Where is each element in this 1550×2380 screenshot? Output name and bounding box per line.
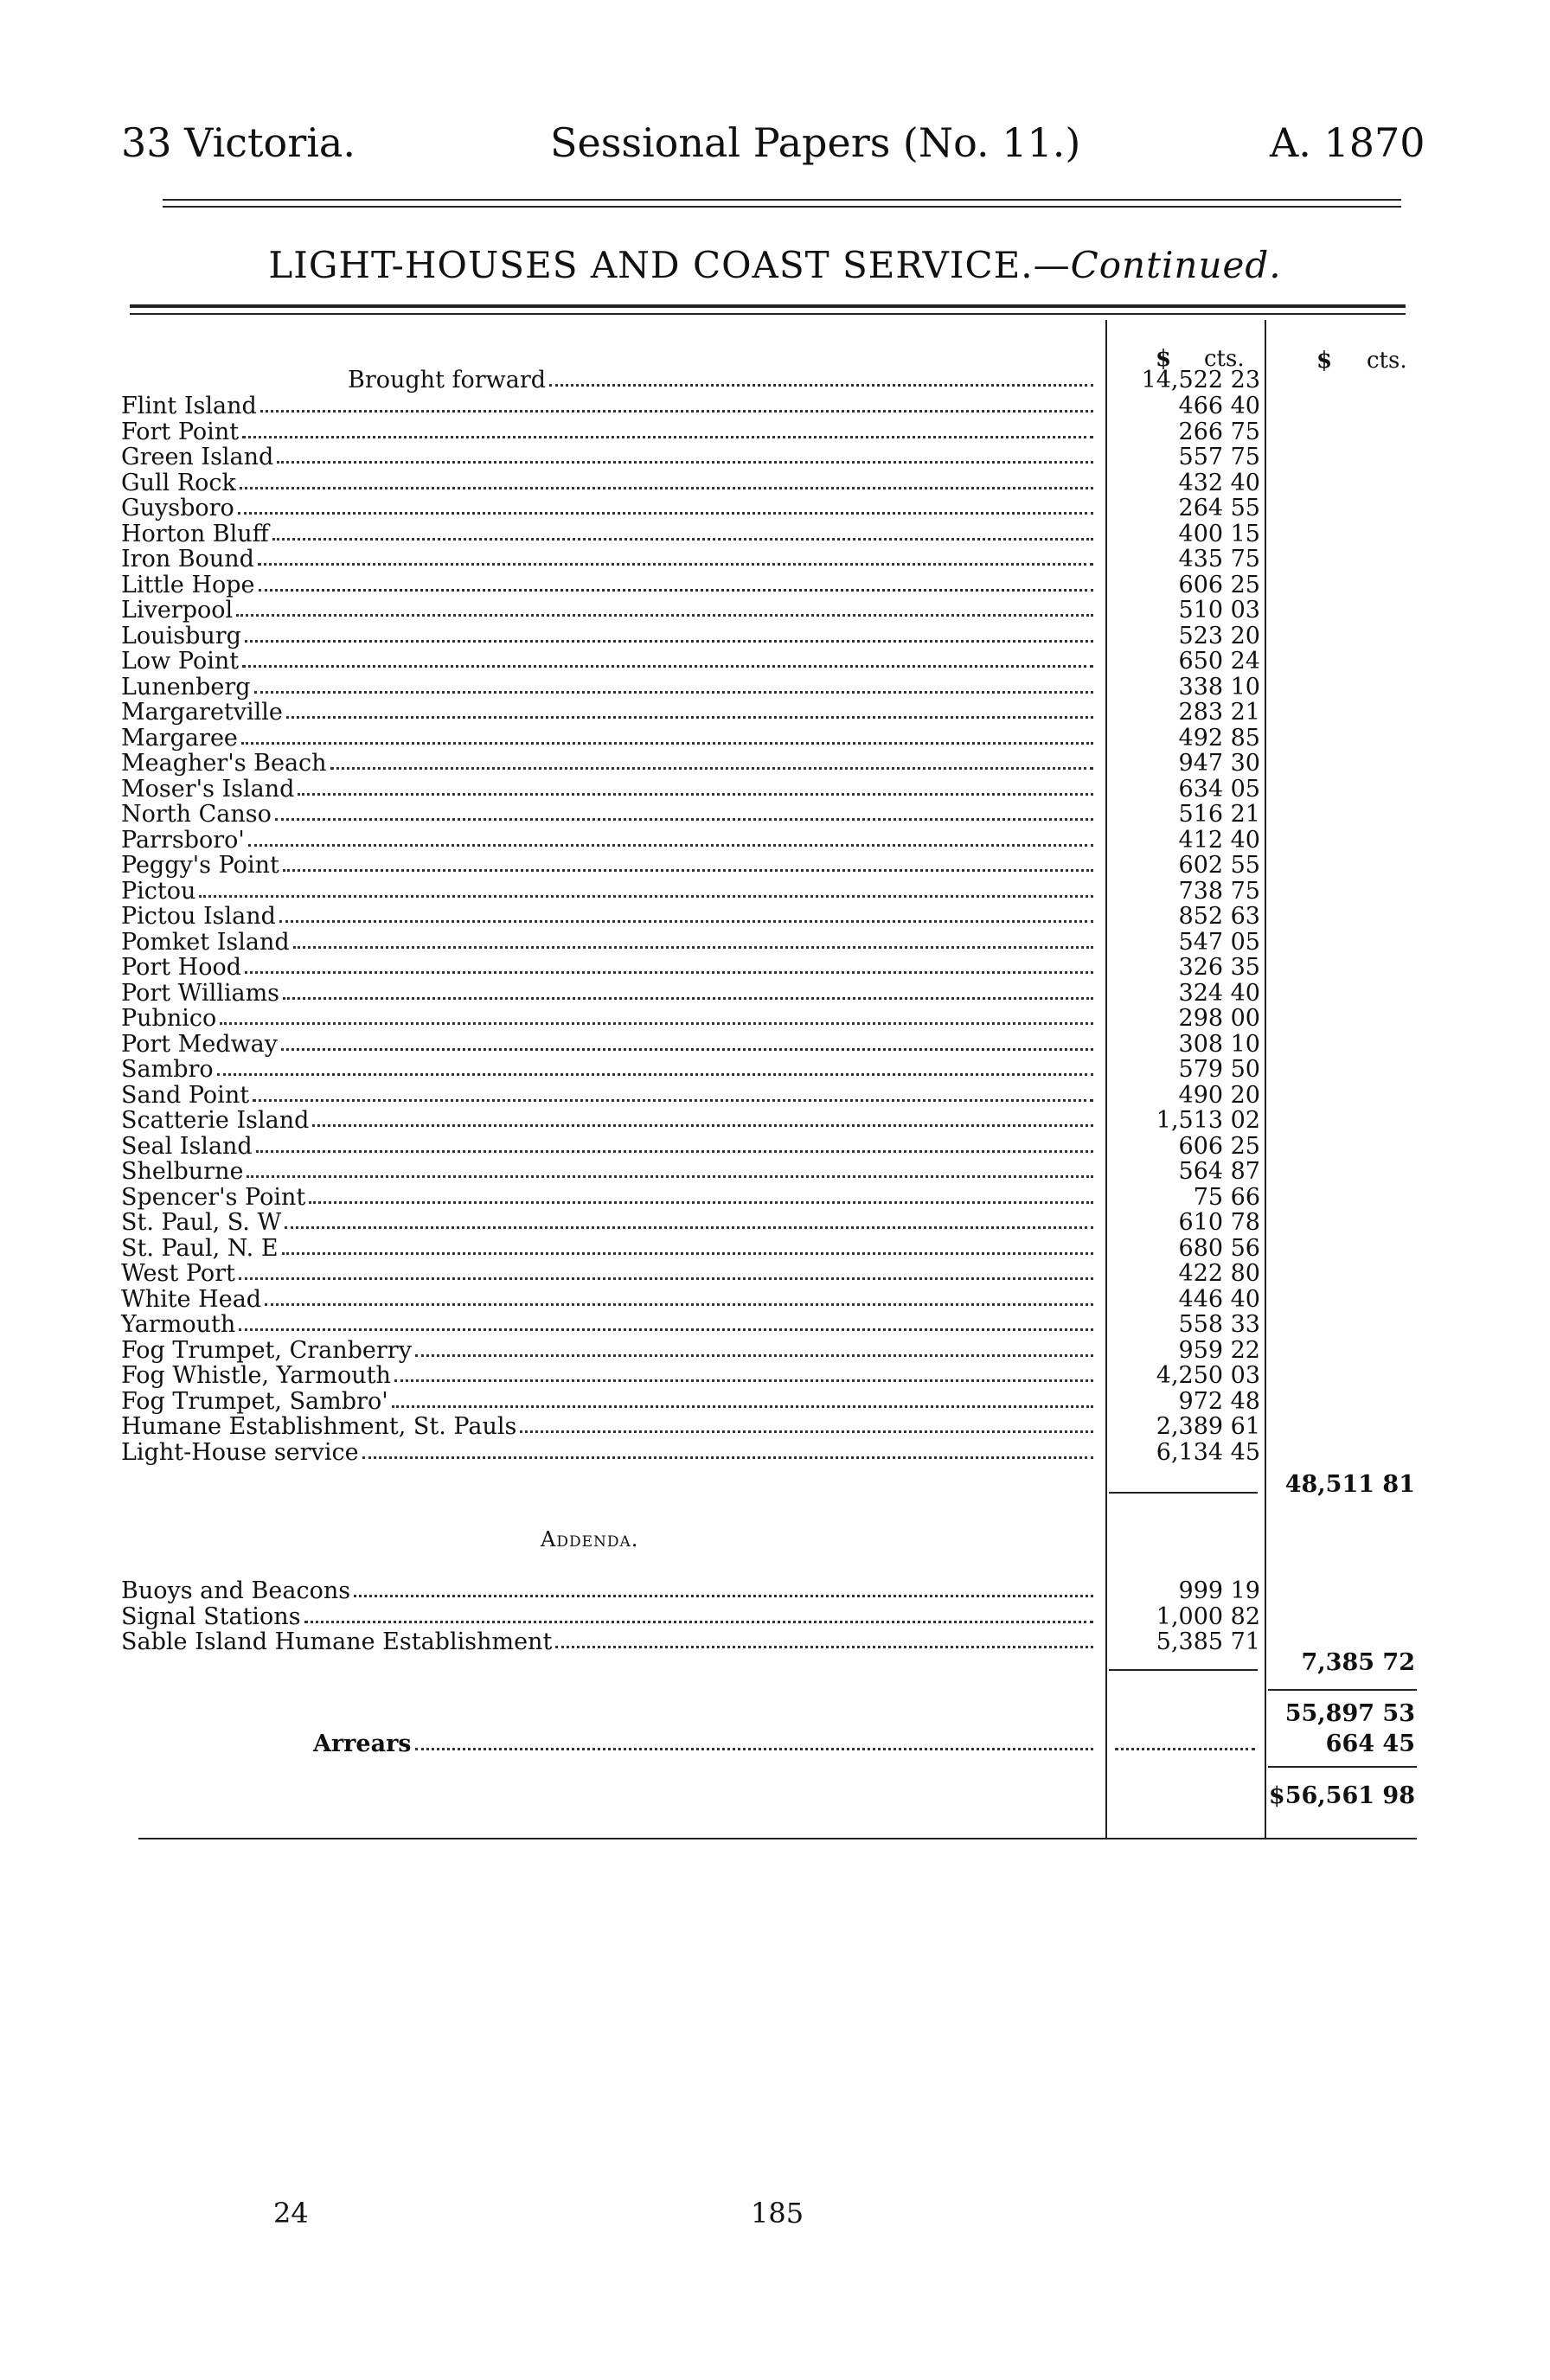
column-rule-right (1265, 320, 1266, 1838)
light-house-item-name: Port Williams (121, 979, 280, 1007)
light-house-item (121, 445, 1098, 470)
addenda-item-amount: 5,385 71 (1156, 1628, 1260, 1655)
light-house-item-name: Pictou Island (121, 903, 276, 930)
header-rule-bottom (163, 206, 1401, 208)
arrears-label: Arrears (313, 1731, 412, 1757)
light-house-item-name: White Head (121, 1285, 262, 1313)
light-house-item-name: St. Paul, S. W (121, 1209, 282, 1236)
light-house-item-name: Green Island (121, 444, 274, 470)
light-house-item (121, 1414, 1098, 1439)
brought-forward-label: Brought forward (348, 367, 547, 393)
light-house-item-name: Sambro (121, 1056, 214, 1083)
light-house-item-amount: 510 03 (1178, 597, 1260, 624)
grand-total-rule (1268, 1766, 1417, 1768)
light-house-item-amount: 298 00 (1178, 1005, 1260, 1032)
light-house-item-amount: 435 75 (1178, 546, 1260, 573)
light-house-item-amount: 606 25 (1178, 571, 1260, 598)
brought-forward-row (121, 368, 1098, 393)
light-house-item-amount: 579 50 (1178, 1056, 1260, 1083)
light-house-item-amount: 516 21 (1178, 801, 1260, 828)
light-house-item (121, 1006, 1098, 1031)
light-house-item-name: West Port (121, 1260, 235, 1287)
addenda-item-amount: 999 19 (1178, 1577, 1260, 1604)
light-house-item (121, 547, 1098, 572)
total-before-arrears: 55,897 53 (1284, 1700, 1415, 1727)
light-house-item-amount: 75 66 (1193, 1183, 1260, 1211)
header-year: A. 1870 (1270, 119, 1425, 166)
light-house-item (121, 1185, 1098, 1210)
light-house-item-name: Margaree (121, 724, 238, 752)
light-house-item-amount: 338 10 (1178, 673, 1260, 701)
light-house-item (121, 828, 1098, 853)
light-house-item-amount: 6,134 45 (1156, 1438, 1260, 1466)
light-house-item-name: Flint Island (121, 393, 257, 419)
light-house-item (121, 1057, 1098, 1082)
light-house-item-name: Little Hope (121, 571, 255, 598)
addenda-rule (1109, 1669, 1258, 1671)
light-house-item-amount: 959 22 (1178, 1336, 1260, 1364)
header-volume: 33 Victoria. (121, 119, 355, 166)
subtotal1-rule (1109, 1492, 1258, 1494)
light-house-item (121, 1032, 1098, 1057)
title-main: LIGHT-HOUSES AND COAST SERVICE.— (268, 244, 1071, 286)
light-house-item (121, 1083, 1098, 1108)
col2-cents-unit: cts. (1367, 348, 1407, 374)
light-house-item-amount: 490 20 (1178, 1081, 1260, 1109)
light-house-item-name: Yarmouth (121, 1311, 236, 1338)
light-house-item-amount: 523 20 (1178, 622, 1260, 649)
light-house-item-name: Spencer's Point (121, 1183, 306, 1211)
light-house-item (121, 930, 1098, 955)
addenda-item (121, 1629, 1098, 1654)
light-house-item (121, 598, 1098, 623)
arrears-amount: 664 45 (1325, 1731, 1415, 1757)
header-sessional-papers: Sessional Papers (No. 11.) (550, 119, 1081, 166)
light-house-item-amount: 466 40 (1178, 393, 1260, 419)
table-bottom-rule (138, 1838, 1417, 1839)
light-house-item-name: Peggy's Point (121, 852, 279, 879)
light-house-item-name: Gull Rock (121, 469, 236, 496)
light-house-item-amount: 308 10 (1178, 1030, 1260, 1058)
light-house-item (121, 700, 1098, 725)
light-house-item (121, 904, 1098, 929)
light-house-item-name: St. Paul, N. E (121, 1234, 279, 1262)
light-house-item-name: Guysboro (121, 495, 234, 521)
col1-cents-unit: cts. (1204, 346, 1245, 372)
light-house-item (121, 624, 1098, 649)
col2-dollar-unit: $ (1316, 348, 1333, 374)
light-house-item (121, 853, 1098, 878)
light-house-item (121, 470, 1098, 496)
light-house-item (121, 573, 1098, 598)
light-house-item-amount: 492 85 (1178, 724, 1260, 752)
light-house-item (121, 777, 1098, 802)
light-house-item-amount: 606 25 (1178, 1132, 1260, 1160)
page-title (0, 244, 1550, 286)
light-house-item-amount: 324 40 (1178, 979, 1260, 1007)
addenda-item-name: Sable Island Humane Establishment (121, 1628, 553, 1655)
light-house-item-name: Moser's Island (121, 775, 295, 803)
light-house-item-name: Pubnico (121, 1005, 217, 1032)
light-house-item (121, 649, 1098, 674)
title-rule-thin (130, 313, 1406, 315)
light-house-item-name: Margaretville (121, 699, 283, 726)
light-house-item (121, 393, 1098, 419)
total-rule (1268, 1689, 1417, 1691)
light-house-item-amount: 634 05 (1178, 775, 1260, 803)
light-house-item (121, 955, 1098, 980)
light-house-item (121, 726, 1098, 751)
light-house-item-amount: 264 55 (1178, 495, 1260, 521)
light-house-item-name: Pomket Island (121, 928, 290, 956)
light-house-item-amount: 602 55 (1178, 852, 1260, 879)
light-house-item-name: Fog Whistle, Yarmouth (121, 1362, 391, 1389)
light-house-item (121, 802, 1098, 827)
col1-dollar-unit: $ (1156, 346, 1172, 372)
light-house-item (121, 1261, 1098, 1286)
light-house-item (121, 419, 1098, 445)
light-house-item (121, 1338, 1098, 1363)
light-house-item-name: Low Point (121, 648, 240, 675)
light-house-item-amount: 422 80 (1178, 1260, 1260, 1287)
light-house-item (121, 981, 1098, 1006)
light-house-item (121, 521, 1098, 547)
light-house-item (121, 1236, 1098, 1261)
light-house-item-name: Meagher's Beach (121, 750, 327, 777)
light-house-item-amount: 4,250 03 (1156, 1362, 1260, 1389)
light-house-item-amount: 558 33 (1178, 1311, 1260, 1338)
light-house-item (121, 675, 1098, 700)
light-house-item-name: Liverpool (121, 597, 234, 624)
light-house-item-name: Pictou (121, 877, 196, 905)
light-house-item-name: Port Medway (121, 1030, 279, 1058)
light-house-item-amount: 564 87 (1178, 1158, 1260, 1185)
addenda-item (121, 1604, 1098, 1629)
addenda-heading: Addenda. (541, 1527, 639, 1551)
light-house-item-name: Iron Bound (121, 546, 254, 573)
light-house-item (121, 1312, 1098, 1337)
light-house-item-name: Humane Establishment, St. Pauls (121, 1413, 517, 1440)
grand-total: $56,561 98 (1268, 1782, 1415, 1809)
light-house-item (121, 1389, 1098, 1414)
light-house-item (121, 496, 1098, 521)
light-house-item-amount: 266 75 (1178, 418, 1260, 445)
light-house-item-name: Shelburne (121, 1158, 244, 1185)
page-number: 185 (751, 2197, 804, 2230)
light-house-item-name: Horton Bluff (121, 520, 269, 547)
light-house-item-name: North Canso (121, 801, 272, 828)
light-house-item-name: Lunenberg (121, 673, 251, 701)
light-house-item-amount: 326 35 (1178, 954, 1260, 981)
light-house-item-amount: 547 05 (1178, 928, 1260, 956)
light-house-item-name: Scatterie Island (121, 1107, 310, 1134)
light-house-item-amount: 852 63 (1178, 903, 1260, 930)
brought-forward-amount: 14,522 23 (1141, 367, 1260, 393)
light-house-item-amount: 1,513 02 (1156, 1107, 1260, 1134)
light-house-item (121, 1440, 1098, 1465)
light-house-item-name: Sand Point (121, 1081, 250, 1109)
light-house-item-name: Fog Trumpet, Sambro' (121, 1387, 388, 1415)
addenda-item-name: Signal Stations (121, 1603, 301, 1630)
addenda-item-amount: 1,000 82 (1156, 1603, 1260, 1630)
light-house-item-amount: 557 75 (1178, 444, 1260, 470)
title-continued: Continued. (1070, 244, 1282, 286)
addenda-item (121, 1578, 1098, 1603)
subtotal1-amount: 48,511 81 (1284, 1471, 1415, 1498)
light-house-item-amount: 680 56 (1178, 1234, 1260, 1262)
addenda-subtotal: 7,385 72 (1301, 1649, 1415, 1676)
light-house-item-name: Parrsboro' (121, 826, 245, 854)
light-house-item-name: Fort Point (121, 418, 240, 445)
light-house-item (121, 1134, 1098, 1159)
light-house-item (121, 1210, 1098, 1235)
footer-left-number: 24 (273, 2197, 309, 2230)
header-rule-top (163, 199, 1401, 201)
light-house-item-amount: 738 75 (1178, 877, 1260, 905)
light-house-item (121, 1287, 1098, 1312)
light-house-item-amount: 412 40 (1178, 826, 1260, 854)
light-house-item-name: Port Hood (121, 954, 242, 981)
arrears-row (121, 1731, 1098, 1756)
light-house-item (121, 1108, 1098, 1133)
addenda-item-name: Buoys and Beacons (121, 1577, 351, 1604)
light-house-item-amount: 947 30 (1178, 750, 1260, 777)
light-house-item-name: Fog Trumpet, Cranberry (121, 1336, 412, 1364)
light-house-item-amount: 432 40 (1178, 469, 1260, 496)
light-house-item (121, 879, 1098, 904)
light-house-item-amount: 650 24 (1178, 648, 1260, 675)
light-house-item-amount: 446 40 (1178, 1285, 1260, 1313)
light-house-item-name: Seal Island (121, 1132, 253, 1160)
title-rule-thick (130, 304, 1406, 308)
light-house-item-name: Light-House service (121, 1438, 359, 1466)
light-house-item (121, 751, 1098, 776)
light-house-item-amount: 610 78 (1178, 1209, 1260, 1236)
light-house-item-amount: 283 21 (1178, 699, 1260, 726)
light-house-item-amount: 400 15 (1178, 520, 1260, 547)
light-house-item (121, 1363, 1098, 1388)
column-rule-left (1105, 320, 1107, 1838)
light-house-item-amount: 2,389 61 (1156, 1413, 1260, 1440)
light-house-item-amount: 972 48 (1178, 1387, 1260, 1415)
light-house-item-name: Louisburg (121, 622, 241, 649)
light-house-item (121, 1159, 1098, 1184)
